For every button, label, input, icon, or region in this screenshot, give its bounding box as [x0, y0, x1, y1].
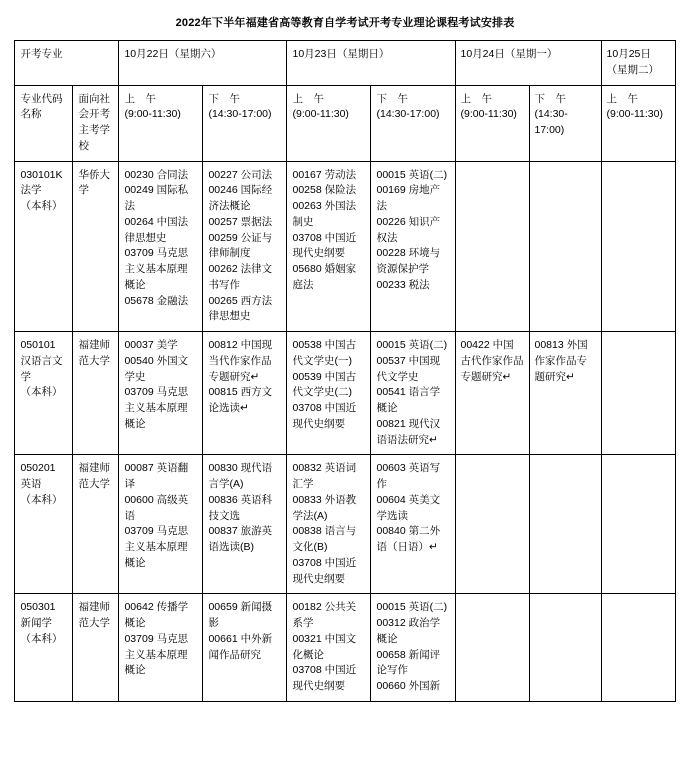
course-item: 00226 知识产权法 [376, 215, 441, 244]
course-item: 00265 西方法律思想史 [208, 294, 273, 323]
course-item: 00600 高级英语 [124, 493, 189, 522]
major-name: 新闻学 [20, 617, 52, 629]
course-cell-1 [119, 161, 203, 332]
course-cell-4 [371, 455, 455, 594]
course-item: 00832 英语词汇学 [292, 462, 357, 490]
course-item: 00661 中外新闻作品研究 [208, 632, 273, 661]
course-cell-5 [455, 455, 529, 594]
course-cell-3 [287, 332, 371, 455]
course-cell-1 [119, 594, 203, 702]
school-cell: 福建师范大学 [73, 332, 119, 455]
session-time: (9:00-11:30) [292, 108, 349, 121]
course-item: 00815 西方文论选读↵ [208, 386, 273, 414]
header-major-col: 开考专业 [15, 41, 119, 86]
header-session-oct23-pm [371, 85, 455, 161]
course-item: 00836 英语科技文选 [208, 493, 273, 522]
course-cell-6 [529, 332, 601, 455]
header-school-col: 面向社会开考主考学校 [73, 85, 119, 161]
course-cell-2 [203, 161, 287, 332]
page-title: 2022年下半年福建省高等教育自学考试开考专业理论课程考试安排表 [175, 17, 515, 29]
table-row [15, 332, 675, 455]
session-time: (9:00-11:30) [606, 108, 663, 121]
course-item: 03708 中国近现代史纲要 [292, 402, 357, 430]
header-date-oct23: 10月23日（星期日） [287, 41, 455, 86]
session-name: 下 午 [534, 92, 566, 105]
major-cell [15, 594, 73, 702]
session-time: (14:30-17:00) [208, 108, 272, 121]
header-session-oct23-am [287, 85, 371, 161]
school-cell: 福建师范大学 [73, 455, 119, 594]
course-cell-5 [455, 594, 529, 702]
course-item: 00541 语言学概论 [376, 386, 441, 414]
major-code: 050301 [20, 601, 56, 614]
course-item: 00015 英语(二) [376, 601, 448, 614]
session-name: 上 午 [124, 92, 156, 105]
course-item: 00182 公共关系学 [292, 601, 357, 629]
session-time: (9:00-11:30) [460, 108, 517, 121]
major-code: 050201 [20, 462, 56, 475]
session-name: 上 午 [460, 92, 492, 105]
course-cell-7 [601, 455, 675, 594]
course-cell-6 [529, 161, 601, 332]
course-item: 00830 现代语言学(A) [208, 462, 273, 490]
course-item: 00660 外国新 [376, 680, 441, 692]
course-item: 03709 马克思主义基本原理概论 [124, 386, 189, 430]
course-item: 00658 新闻评论写作 [376, 648, 441, 677]
course-item: 00259 公证与律师制度 [208, 231, 273, 260]
exam-schedule-table [14, 40, 675, 702]
course-item: 00015 英语(二) [376, 168, 448, 181]
course-item: 00258 保险法 [292, 184, 357, 197]
course-item: 00603 英语写作 [376, 462, 441, 490]
course-cell-4 [371, 161, 455, 332]
course-item: 03709 马克思主义基本原理概论 [124, 247, 189, 291]
session-name: 下 午 [208, 92, 240, 105]
course-item: 00837 旅游英语选读(B) [208, 525, 273, 553]
course-item: 03709 马克思主义基本原理概论 [124, 525, 189, 569]
course-item: 00659 新闻摄影 [208, 601, 273, 629]
course-item: 00537 中国现代文学史 [376, 354, 441, 383]
course-item: 00813 外国作家作品专题研究↵ [534, 339, 588, 383]
course-item: 00321 中国文化概论 [292, 632, 357, 661]
course-cell-5 [455, 332, 529, 455]
course-item: 00015 英语(二) [376, 339, 448, 351]
table-row [15, 594, 675, 702]
course-item: 00246 国际经济法概论 [208, 184, 273, 212]
course-cell-4 [371, 332, 455, 455]
course-item: 03708 中国近现代史纲要 [292, 664, 357, 692]
table-header-session-row [15, 85, 675, 161]
major-level: （本科） [20, 493, 63, 506]
course-item: 00233 税法 [376, 278, 430, 291]
course-cell-7 [601, 161, 675, 332]
course-item: 00257 票据法 [208, 215, 273, 228]
header-date-oct22: 10月22日（星期六） [119, 41, 287, 86]
course-item: 00838 语言与文化(B) [292, 525, 357, 553]
header-session-oct22-am [119, 85, 203, 161]
table-body [15, 161, 675, 701]
course-cell-7 [601, 594, 675, 702]
course-item: 00539 中国古代文学史(二) [292, 370, 357, 399]
major-name: 英语 [20, 478, 42, 490]
table-header-date-row [15, 41, 675, 86]
session-time: (9:00-11:30) [124, 108, 181, 121]
course-cell-3 [287, 455, 371, 594]
session-name: 上 午 [606, 92, 639, 105]
major-cell [15, 161, 73, 332]
major-name: 法学 [20, 184, 42, 197]
school-cell: 华侨大学 [73, 161, 119, 332]
course-cell-1 [119, 455, 203, 594]
header-session-oct25-am [601, 85, 675, 161]
course-cell-1 [119, 332, 203, 455]
course-item: 00264 中国法律思想史 [124, 215, 189, 244]
session-name: 下 午 [376, 92, 408, 105]
course-item: 00840 第二外语（日语）↵ [376, 525, 441, 553]
header-date-oct25-label: 10月25日（星期二） [606, 48, 660, 76]
major-code: 030101K [20, 168, 63, 181]
course-item: 00230 合同法 [124, 168, 189, 181]
table-row [15, 161, 675, 332]
course-item: 03708 中国近现代史纲要 [292, 556, 357, 585]
major-code: 050101 [20, 339, 56, 351]
course-item: 00312 政治学概论 [376, 617, 441, 645]
course-item: 00262 法律文书写作 [208, 263, 273, 291]
session-name: 上 午 [292, 92, 324, 105]
course-item: 00604 英美文学选读 [376, 493, 441, 522]
course-item: 00422 中国古代作家作品专题研究↵ [460, 339, 524, 383]
school-cell: 福建师范大学 [73, 594, 119, 702]
course-cell-6 [529, 594, 601, 702]
header-session-oct24-pm [529, 85, 601, 161]
header-session-oct24-am [455, 85, 529, 161]
course-item: 00642 传播学概论 [124, 601, 189, 629]
major-name: 汉语言文学 [20, 354, 63, 383]
course-item: 00812 中国现当代作家作品专题研究↵ [208, 339, 273, 383]
course-item: 00538 中国古代文学史(一) [292, 339, 357, 367]
course-item: 00167 劳动法 [292, 168, 357, 181]
course-cell-2 [203, 332, 287, 455]
course-item: 03709 马克思主义基本原理概论 [124, 632, 189, 677]
session-time: (14:30-17:00) [534, 108, 568, 136]
course-cell-7 [601, 332, 675, 455]
course-cell-2 [203, 455, 287, 594]
major-cell [15, 455, 73, 594]
header-code-name-col: 专业代码名称 [15, 85, 73, 161]
course-item: 03708 中国近现代史纲要 [292, 231, 357, 260]
course-cell-6 [529, 455, 601, 594]
course-item: 00169 房地产法 [376, 184, 441, 212]
course-item: 00540 外国文学史 [124, 354, 189, 383]
major-level: （本科） [20, 632, 63, 645]
course-cell-3 [287, 161, 371, 332]
major-level: （本科） [20, 200, 63, 212]
header-date-oct25 [601, 41, 675, 86]
header-date-oct24: 10月24日（星期一） [455, 41, 601, 86]
course-cell-3 [287, 594, 371, 702]
course-cell-4 [371, 594, 455, 702]
course-item: 00087 英语翻译 [124, 462, 189, 490]
course-cell-2 [203, 594, 287, 702]
course-item: 05678 金融法 [124, 294, 189, 307]
header-session-oct22-pm [203, 85, 287, 161]
session-time: (14:30-17:00) [376, 108, 440, 121]
course-item: 00249 国际私法 [124, 184, 189, 212]
course-item: 00833 外语教学法(A) [292, 493, 357, 522]
course-cell-5 [455, 161, 529, 332]
course-item: 00263 外国法制史 [292, 200, 357, 228]
course-item: 00821 现代汉语语法研究↵ [376, 417, 441, 446]
major-level: （本科） [20, 386, 63, 399]
course-item: 00228 环境与资源保护学 [376, 247, 441, 275]
course-item: 00037 美学 [124, 339, 178, 351]
major-cell [15, 332, 73, 455]
table-row [15, 455, 675, 594]
course-item: 00227 公司法 [208, 168, 273, 181]
course-item: 05680 婚姻家庭法 [292, 263, 357, 291]
